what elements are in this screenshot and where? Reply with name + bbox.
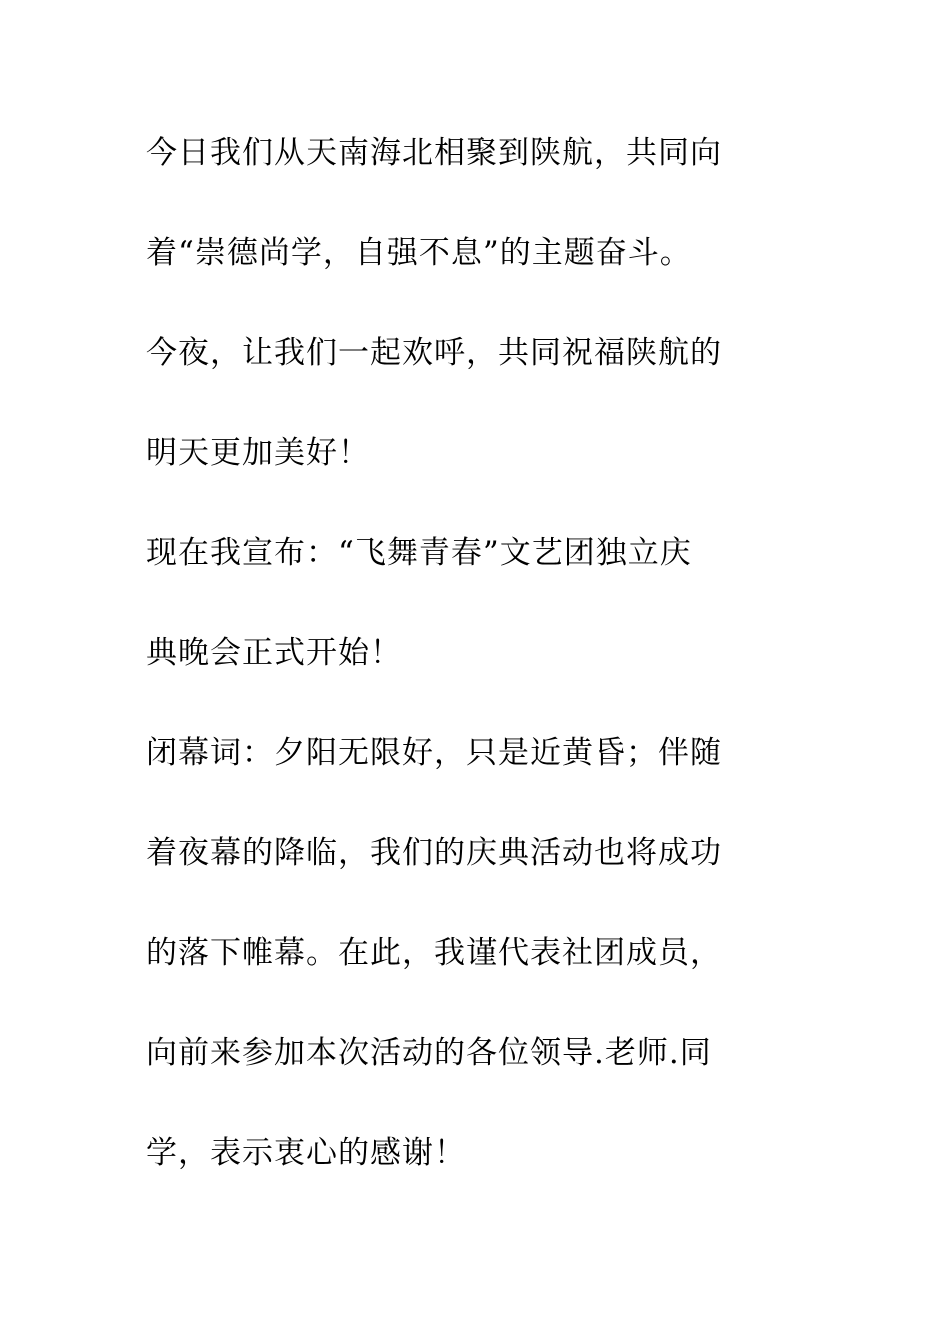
text-line: 着“崇德尚学，自强不息”的主题奋斗。 (146, 235, 692, 271)
text-line: 学，表示衷心的感谢！ (146, 1135, 466, 1171)
text-line: 闭幕词：夕阳无限好，只是近黄昏；伴随 (146, 735, 722, 771)
text-line: 明天更加美好！ (146, 435, 370, 471)
document-body (146, 122, 786, 1222)
text-line: 着夜幕的降临，我们的庆典活动也将成功 (146, 835, 722, 871)
text-line: 典晚会正式开始！ (146, 635, 402, 671)
text-line: 现在我宣布：“飞舞青春”文艺团独立庆 (146, 535, 692, 571)
text-line: 今夜，让我们一起欢呼，共同祝福陕航的 (146, 335, 722, 371)
text-line: 今日我们从天南海北相聚到陕航，共同向 (146, 135, 722, 171)
text-line: 的落下帷幕。在此，我谨代表社团成员， (146, 935, 722, 971)
text-line: 向前来参加本次活动的各位领导.老师.同 (146, 1035, 712, 1071)
